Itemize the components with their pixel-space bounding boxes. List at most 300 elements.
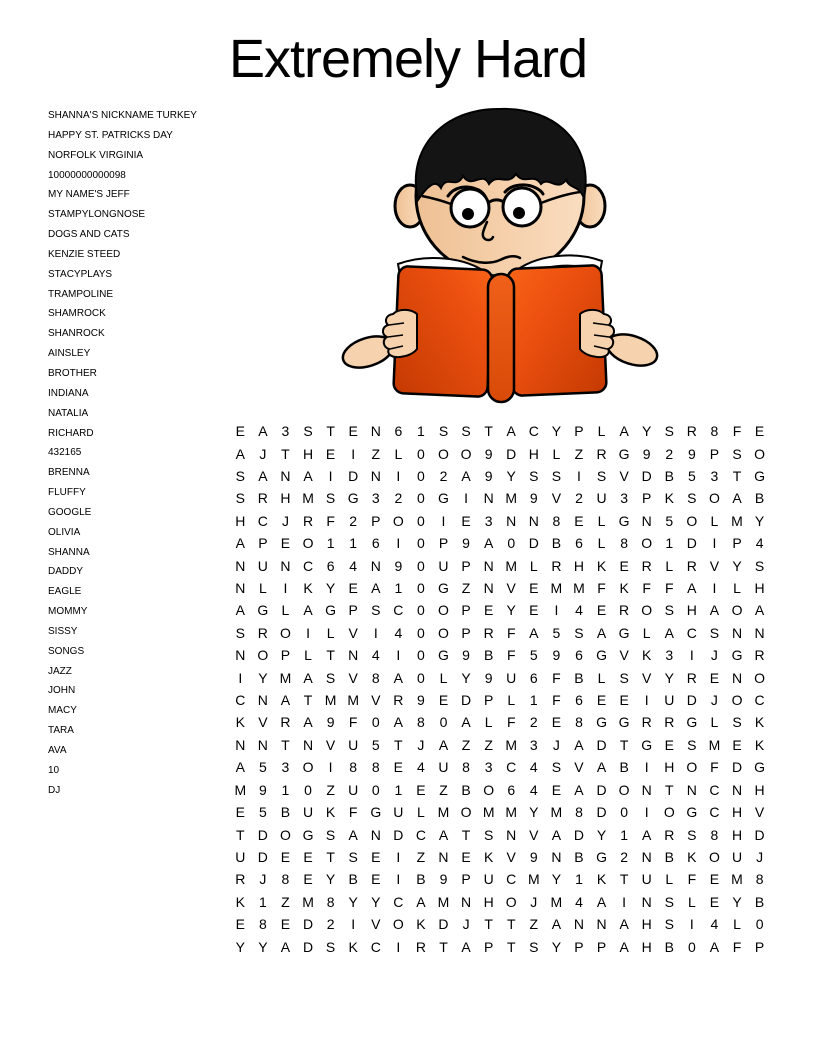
grid-cell: T <box>664 781 674 798</box>
grid-cell: V <box>348 669 358 686</box>
grid-cell: B <box>754 893 765 910</box>
grid-cell: 9 <box>529 848 538 865</box>
grid-cell: M <box>437 804 450 821</box>
grid-cell: R <box>483 624 494 641</box>
grid-cell: K <box>235 714 245 731</box>
word-list-item: DADDY <box>48 566 84 578</box>
grid-cell: Z <box>371 445 381 462</box>
grid-cell: U <box>596 490 607 507</box>
word-list-item: NORFOLK VIRGINIA <box>48 149 144 161</box>
grid-cell: U <box>302 804 314 821</box>
grid-cell: F <box>506 624 516 641</box>
grid-cell: N <box>506 512 517 529</box>
grid-cell: O <box>392 916 404 933</box>
grid-cell: F <box>348 804 358 821</box>
grid-cell: L <box>258 580 267 597</box>
grid-cell: 1 <box>258 893 267 910</box>
grid-cell: 0 <box>507 535 516 552</box>
grid-cell: V <box>325 736 336 753</box>
grid-cell: E <box>348 423 358 440</box>
word-list-item: MACY <box>48 705 77 717</box>
grid-cell: Z <box>461 580 471 597</box>
grid-cell: C <box>415 826 426 843</box>
grid-cell: N <box>235 736 246 753</box>
grid-cell: 4 <box>529 759 538 776</box>
grid-cell: N <box>280 468 291 485</box>
grid-cell: N <box>280 557 291 574</box>
grid-cell: G <box>686 714 698 731</box>
grid-cell: B <box>574 669 584 686</box>
grid-cell: E <box>664 736 674 753</box>
grid-cell: I <box>441 512 446 529</box>
grid-cell: H <box>302 445 314 462</box>
grid-cell: I <box>351 445 356 462</box>
grid-cell: A <box>596 759 607 776</box>
grid-cell: 3 <box>710 468 719 485</box>
grid-cell: F <box>326 512 335 529</box>
grid-cell: M <box>234 781 247 798</box>
grid-cell: E <box>280 916 291 933</box>
grid-cell: L <box>304 647 312 664</box>
grid-cell: M <box>505 557 518 574</box>
grid-cell: L <box>529 557 538 574</box>
grid-cell: S <box>325 490 336 507</box>
grid-cell: N <box>438 848 449 865</box>
grid-cell: I <box>644 692 649 709</box>
grid-cell: 5 <box>258 804 267 821</box>
grid-cell: S <box>325 826 336 843</box>
grid-cell: 8 <box>710 423 719 440</box>
grid-cell: Y <box>642 423 652 440</box>
grid-cell: N <box>235 580 246 597</box>
grid-cell: N <box>641 781 652 798</box>
word-list-item: SHANROCK <box>48 328 105 340</box>
grid-cell: F <box>597 580 606 597</box>
grid-cell: 0 <box>417 647 425 664</box>
grid-cell: 1 <box>665 535 674 552</box>
grid-cell: 1 <box>394 781 403 798</box>
grid-cell: S <box>664 423 674 440</box>
grid-cell: B <box>348 871 358 888</box>
grid-cell: B <box>664 938 674 955</box>
grid-cell: L <box>733 580 741 597</box>
grid-cell: B <box>574 848 584 865</box>
grid-cell: I <box>712 580 717 597</box>
grid-cell: M <box>302 893 314 910</box>
grid-cell: K <box>348 938 358 955</box>
grid-cell: M <box>505 736 518 753</box>
grid-cell: Y <box>551 938 562 955</box>
grid-cell: O <box>686 512 698 529</box>
grid-cell: Y <box>235 938 245 955</box>
grid-cell: 0 <box>755 916 764 933</box>
grid-cell: 6 <box>371 535 380 552</box>
grid-cell: Y <box>371 893 381 910</box>
boy-head <box>395 109 605 276</box>
grid-cell: N <box>257 736 268 753</box>
grid-cell: E <box>438 692 449 709</box>
grid-cell: G <box>596 647 607 664</box>
grid-cell: P <box>483 938 494 955</box>
grid-cell: T <box>506 916 516 933</box>
grid-cell: M <box>573 580 585 597</box>
grid-cell: A <box>303 714 313 731</box>
word-list-item: SISSY <box>48 625 78 637</box>
grid-cell: U <box>235 848 246 865</box>
grid-cell: O <box>731 692 743 709</box>
grid-cell: 0 <box>620 804 629 821</box>
word-list-item: BROTHER <box>48 367 97 379</box>
left-pupil <box>462 208 474 220</box>
grid-cell: B <box>483 647 494 664</box>
word-list-item: OLIVIA <box>48 526 81 538</box>
grid-cell: 0 <box>417 557 425 574</box>
grid-cell: 3 <box>529 736 538 753</box>
grid-cell: I <box>283 580 288 597</box>
grid-cell: G <box>438 647 449 664</box>
grid-cell: L <box>281 602 290 619</box>
grid-cell: 9 <box>394 557 403 574</box>
grid-cell: H <box>686 602 697 619</box>
word-list-item: MOMMY <box>48 606 88 618</box>
grid-cell: P <box>438 535 449 552</box>
grid-cell: L <box>394 445 403 462</box>
grid-cell: T <box>394 736 403 753</box>
grid-cell: L <box>552 445 561 462</box>
word-list-item: JOHN <box>48 685 76 697</box>
grid-cell: 3 <box>665 647 674 664</box>
grid-cell: O <box>438 624 449 641</box>
grid-cell: C <box>257 512 268 529</box>
word-list-item: SHAMROCK <box>48 308 106 320</box>
grid-cell: A <box>483 535 494 552</box>
grid-cell: 2 <box>620 848 629 865</box>
grid-cell: M <box>550 580 563 597</box>
grid-cell: K <box>325 804 336 821</box>
grid-cell: R <box>686 669 697 686</box>
grid-cell: Y <box>551 423 562 440</box>
grid-cell: D <box>731 759 743 776</box>
grid-cell: E <box>732 736 742 753</box>
grid-cell: 9 <box>462 647 470 664</box>
grid-cell: T <box>281 445 290 462</box>
word-list-item: STACYPLAYS <box>48 268 113 280</box>
grid-cell: C <box>709 804 720 821</box>
grid-cell: 8 <box>710 826 719 843</box>
grid-cell: S <box>483 826 494 843</box>
grid-cell: N <box>528 512 539 529</box>
grid-cell: R <box>686 557 697 574</box>
grid-cell: A <box>371 580 381 597</box>
grid-cell: E <box>325 445 336 462</box>
grid-cell: D <box>393 826 404 843</box>
grid-cell: K <box>687 848 697 865</box>
grid-cell: C <box>709 781 720 798</box>
grid-cell: V <box>754 804 765 821</box>
grid-cell: O <box>438 445 449 462</box>
grid-cell: D <box>573 826 585 843</box>
grid-cell: 2 <box>349 512 358 529</box>
grid-cell: R <box>257 490 268 507</box>
grid-cell: P <box>574 423 584 440</box>
grid-cell: E <box>596 602 607 619</box>
grid-cell: S <box>619 669 629 686</box>
grid-cell: 2 <box>665 445 674 462</box>
grid-cell: A <box>348 826 358 843</box>
grid-cell: Y <box>732 557 742 574</box>
grid-cell: D <box>257 848 268 865</box>
grid-cell: U <box>483 871 494 888</box>
grid-cell: A <box>235 445 245 462</box>
grid-cell: I <box>396 647 401 664</box>
grid-cell: N <box>506 826 517 843</box>
grid-cell: C <box>370 938 381 955</box>
grid-cell: L <box>507 692 516 709</box>
grid-cell: A <box>529 624 539 641</box>
grid-cell: V <box>619 468 629 485</box>
grid-cell: 8 <box>371 669 380 686</box>
grid-cell: O <box>686 759 698 776</box>
grid-cell: J <box>552 736 560 753</box>
word-list-item: TARA <box>48 725 74 737</box>
grid-cell: S <box>754 557 765 574</box>
puzzle-title: Extremely Hard <box>228 29 588 89</box>
grid-cell: 9 <box>326 714 335 731</box>
grid-cell: E <box>529 580 539 597</box>
grid-cell: D <box>302 938 314 955</box>
word-list-item: DJ <box>48 784 61 796</box>
grid-cell: A <box>551 826 562 843</box>
grid-cell: 9 <box>687 445 696 462</box>
grid-cell: 0 <box>687 938 696 955</box>
grid-cell: D <box>257 826 268 843</box>
grid-cell: I <box>644 759 649 776</box>
grid-cell: O <box>754 445 766 462</box>
grid-cell: G <box>686 804 698 821</box>
grid-cell: Y <box>551 871 562 888</box>
grid-cell: 9 <box>258 781 267 798</box>
word-list-item: HAPPY ST. PATRICKS DAY <box>48 129 173 141</box>
grid-cell: O <box>731 602 743 619</box>
grid-cell: 8 <box>575 714 583 731</box>
grid-cell: Y <box>258 938 268 955</box>
grid-cell: 4 <box>575 893 583 910</box>
grid-cell: M <box>437 893 450 910</box>
grid-cell: G <box>438 490 449 507</box>
grid-cell: R <box>551 557 562 574</box>
word-list-item: FLUFFY <box>48 487 86 499</box>
grid-cell: A <box>619 423 629 440</box>
grid-cell: 9 <box>484 669 493 686</box>
grid-cell: 8 <box>349 759 358 776</box>
grid-cell: A <box>303 468 313 485</box>
grid-cell: 8 <box>620 535 629 552</box>
grid-cell: D <box>686 535 697 552</box>
word-list-item: TRAMPOLINE <box>48 288 114 300</box>
grid-cell: 4 <box>371 647 380 664</box>
grid-cell: 4 <box>349 557 358 574</box>
grid-cell: R <box>393 692 404 709</box>
grid-cell: 6 <box>529 669 538 686</box>
grid-cell: A <box>235 602 245 619</box>
grid-cell: M <box>550 893 563 910</box>
grid-cell: G <box>731 647 743 664</box>
grid-cell: E <box>235 916 245 933</box>
grid-cell: R <box>641 557 652 574</box>
grid-cell: G <box>754 759 766 776</box>
grid-cell: D <box>641 468 652 485</box>
grid-cell: L <box>484 714 493 731</box>
grid-cell: Y <box>529 804 539 821</box>
grid-cell: N <box>302 736 314 753</box>
grid-cell: T <box>439 938 448 955</box>
grid-cell: N <box>731 624 743 641</box>
grid-cell: J <box>710 692 718 709</box>
grid-cell: O <box>754 669 766 686</box>
grid-cell: I <box>396 468 401 485</box>
grid-cell: N <box>641 848 652 865</box>
grid-cell: N <box>596 916 607 933</box>
grid-cell: A <box>461 714 471 731</box>
grid-cell: N <box>731 669 743 686</box>
grid-cell: E <box>551 781 562 798</box>
grid-cell: E <box>709 871 720 888</box>
grid-cell: C <box>754 692 765 709</box>
grid-cell: M <box>550 804 563 821</box>
grid-cell: D <box>506 445 517 462</box>
grid-cell: E <box>371 848 381 865</box>
grid-cell: L <box>597 669 606 686</box>
grid-cell: A <box>303 602 313 619</box>
grid-cell: L <box>417 804 425 821</box>
grid-cell: A <box>393 669 403 686</box>
grid-cell: L <box>665 557 674 574</box>
grid-cell: 8 <box>755 871 764 888</box>
grid-cell: I <box>328 468 333 485</box>
word-list-item: DOGS AND CATS <box>48 229 130 241</box>
word-list-item: BRENNA <box>48 467 90 479</box>
grid-cell: G <box>438 580 449 597</box>
grid-cell: N <box>686 781 697 798</box>
grid-cell: R <box>235 871 246 888</box>
grid-cell: D <box>302 916 314 933</box>
grid-cell: O <box>438 602 449 619</box>
grid-cell: G <box>618 714 630 731</box>
grid-cell: F <box>506 647 516 664</box>
grid-cell: Z <box>416 848 426 865</box>
word-list-item: SHANNA <box>48 546 90 558</box>
grid-cell: A <box>619 938 629 955</box>
grid-cell: Y <box>664 669 674 686</box>
grid-cell: A <box>754 602 765 619</box>
grid-cell: 6 <box>326 557 335 574</box>
word-list-item: 432165 <box>48 447 82 459</box>
grid-cell: K <box>235 893 245 910</box>
grid-cell: A <box>393 714 403 731</box>
grid-cell: V <box>551 490 562 507</box>
grid-cell: S <box>325 669 336 686</box>
grid-cell: G <box>754 468 766 485</box>
grid-cell: L <box>687 893 696 910</box>
grid-cell: T <box>303 692 313 709</box>
grid-cell: P <box>461 624 471 641</box>
word-list-item: EAGLE <box>48 586 82 598</box>
grid-cell: 6 <box>507 781 516 798</box>
word-list-item: INDIANA <box>48 387 89 399</box>
grid-cell: D <box>686 692 697 709</box>
grid-cell: U <box>257 557 268 574</box>
grid-cell: J <box>756 848 764 865</box>
grid-cell: C <box>506 871 517 888</box>
grid-cell: I <box>306 624 310 641</box>
grid-cell: P <box>732 535 742 552</box>
grid-cell: M <box>505 490 518 507</box>
grid-cell: V <box>709 557 720 574</box>
grid-cell: N <box>573 916 585 933</box>
grid-cell: N <box>370 826 381 843</box>
grid-cell: M <box>347 692 360 709</box>
grid-cell: 0 <box>439 714 448 731</box>
grid-cell: S <box>551 759 562 776</box>
grid-cell: T <box>326 647 335 664</box>
grid-cell: U <box>348 736 359 753</box>
grid-cell: O <box>618 781 630 798</box>
grid-cell: A <box>574 736 584 753</box>
grid-cell: V <box>371 692 381 709</box>
grid-cell: R <box>596 445 607 462</box>
grid-cell: Z <box>574 445 584 462</box>
grid-cell: H <box>573 557 585 574</box>
grid-cell: 1 <box>575 871 583 888</box>
grid-cell: F <box>687 871 697 888</box>
grid-cell: T <box>732 468 742 485</box>
grid-cell: O <box>708 490 720 507</box>
grid-cell: E <box>461 512 471 529</box>
grid-cell: M <box>279 669 292 686</box>
grid-cell: F <box>642 580 651 597</box>
grid-cell: B <box>551 535 562 552</box>
grid-cell: R <box>664 714 675 731</box>
grid-cell: K <box>303 580 313 597</box>
grid-cell: H <box>731 826 743 843</box>
word-list-item: AVA <box>48 745 67 756</box>
grid-cell: B <box>664 848 674 865</box>
grid-cell: H <box>641 938 652 955</box>
grid-cell: C <box>686 624 697 641</box>
grid-cell: N <box>551 848 562 865</box>
grid-cell: L <box>439 669 448 686</box>
grid-cell: E <box>235 423 245 440</box>
grid-cell: T <box>484 916 493 933</box>
grid-cell: V <box>348 624 358 641</box>
grid-cell: R <box>664 826 675 843</box>
grid-cell: R <box>257 624 268 641</box>
grid-cell: N <box>754 624 765 641</box>
grid-cell: E <box>235 804 245 821</box>
grid-cell: I <box>689 916 694 933</box>
grid-cell: U <box>664 692 675 709</box>
grid-cell: 9 <box>484 468 493 485</box>
grid-cell: 6 <box>575 692 583 709</box>
grid-cell: I <box>396 938 401 955</box>
grid-cell: I <box>712 535 717 552</box>
grid-cell: A <box>642 826 652 843</box>
grid-cell: O <box>280 624 291 641</box>
grid-cell: N <box>348 647 359 664</box>
grid-cell: F <box>732 938 742 955</box>
grid-cell: D <box>438 916 449 933</box>
grid-cell: E <box>416 781 426 798</box>
